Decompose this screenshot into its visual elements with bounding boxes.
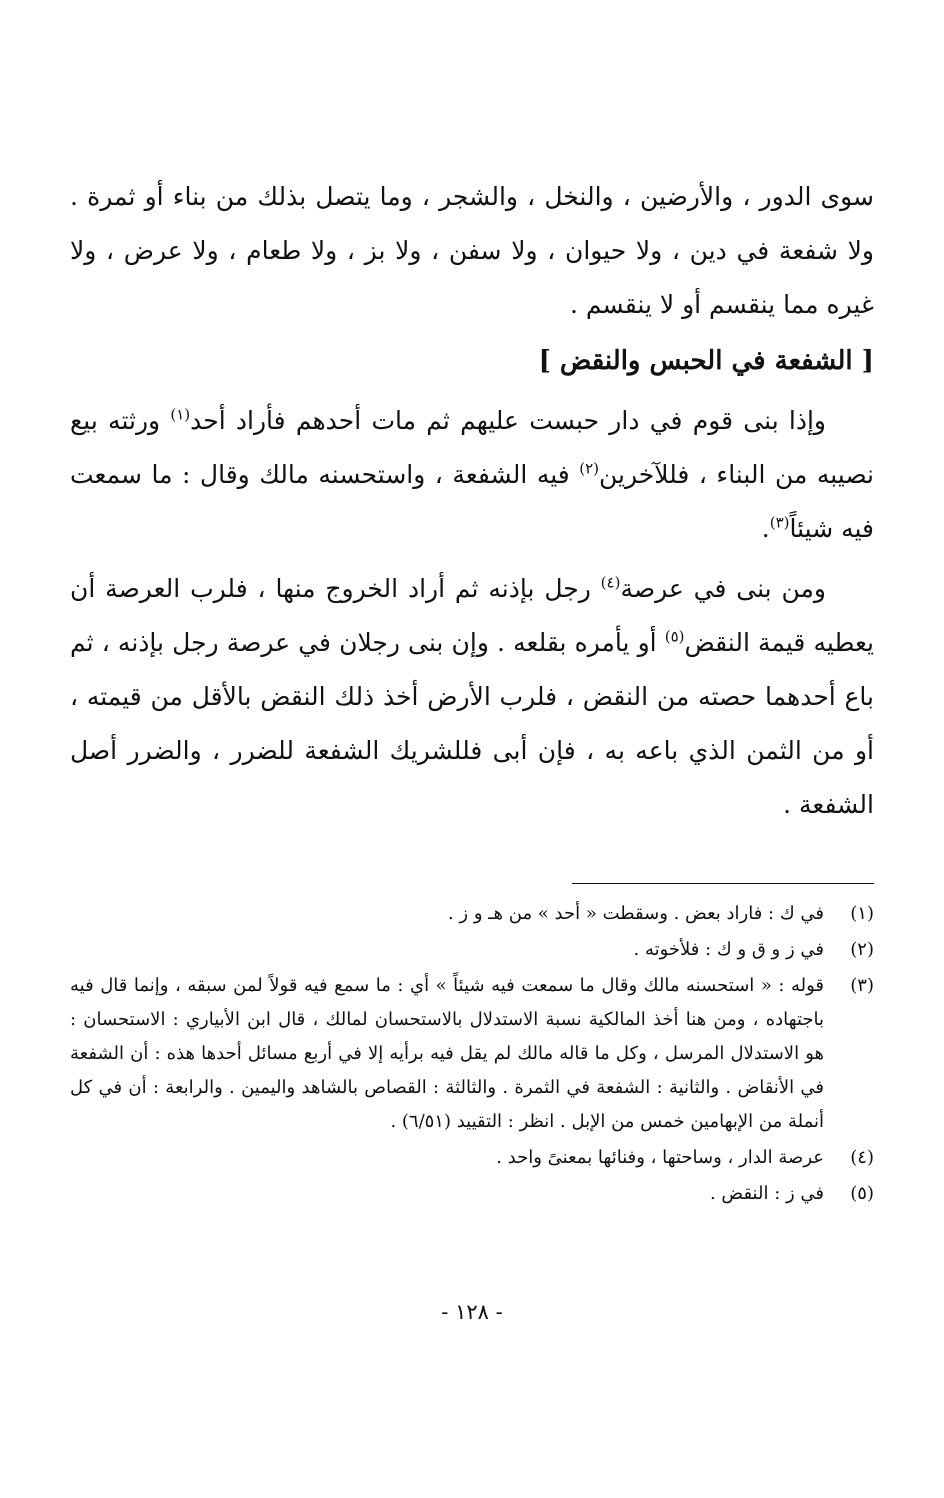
footnote-2	[70, 933, 874, 967]
paragraph-3-text-1: ومن بنى في عرصة	[620, 574, 827, 603]
footnote-number: (٥)	[850, 1183, 874, 1204]
footnote-text: في ك : فاراد بعض . وسقطت « أحد » من هـ و ز .	[447, 903, 824, 924]
paragraph-2-text-4: .	[761, 514, 770, 543]
footnote-1	[70, 897, 874, 931]
footnote-text: في ز و ق و ك : فلأخوته .	[633, 939, 824, 960]
page-number: - ١٢٨ -	[441, 1300, 503, 1324]
footnote-ref-3[interactable]: (٣)	[769, 513, 790, 532]
paragraph-1: سوى الدور ، والأرضين ، والنخل ، والشجر ، وما يتصل بذلك من بناء أو ثمرة . ولا شفعة في دين ، ولا حيوان ، ولا سفن ، ولا بز ، ولا طعام ، ولا عرض ، ولا غيره مما ينقسم أو لا ينقسم .	[70, 182, 874, 319]
footnote-number: (٢)	[850, 939, 874, 960]
footnote-4	[70, 1141, 874, 1175]
footnote-ref-2[interactable]: (٢)	[579, 459, 599, 478]
paragraph-2-text-2: ورثته بيع نصيبه من البناء ، فللآخرين	[70, 406, 874, 489]
footnote-text: في ز : النقض .	[709, 1183, 824, 1204]
paragraph-3-text-3: أو يأمره بقلعه . وإن بنى رجلان في عرصة رجل بإذنه ، ثم باع أحدهما حصته من النقض ، فلرب الأرض أخذ ذلك النقض بالأقل من قيمته ، أو من الثمن الذي باعه به ، فإن أبى فللشريك الشفعة للضرر ، والضرر أصل الشفعة .	[70, 628, 874, 819]
footnote-number: (٤)	[850, 1147, 874, 1168]
paragraph-3	[70, 562, 874, 832]
footnote-text: عرصة الدار ، وساحتها ، وفنائها بمعنىً واحد .	[496, 1147, 824, 1168]
paragraph-2-text-3: فيه الشفعة ، واستحسنه مالك وقال : ما سمعت فيه شيئاً	[70, 460, 874, 543]
main-text	[70, 170, 874, 832]
footnote-ref-4[interactable]: (٤)	[600, 573, 621, 592]
footnote-number: (١)	[850, 903, 874, 924]
footnotes	[70, 897, 874, 1213]
section-heading: [ الشفعة في الحبس والنقض ]	[538, 346, 874, 376]
footnote-ref-5[interactable]: (٥)	[664, 627, 685, 646]
paragraph-3-text-2: رجل بإذنه ثم أراد الخروج منها ، فلرب العرصة أن يعطيه قيمة النقض	[70, 574, 874, 657]
footnote-number: (٣)	[850, 975, 874, 996]
footnote-5	[70, 1177, 874, 1211]
footnote-text: قوله : « استحسنه مالك وقال ما سمعت فيه شيئاً » أي : ما سمع فيه قولاً لمن سبقه ، وإنما قال فيه باجتهاده ، ومن هنا أخذ المالكية نسبة الاستدلال بالاستحسان لمالك ، قال ابن الأبياري : الاستحسان : هو الاستدلال المرسل ، وكل ما قاله مالك لم يقل فيه برأيه إلا في أربع مسائل أحدها هذه : أن الشفعة في الأنقاض . والثانية : الشفعة في الثمرة . والثالثة : القصاص بالشاهد واليمين . والرابعة : أن في كل أنملة من الإبهامين خمس من الإبل . انظر : التقييد (٦/٥١) .	[70, 975, 824, 1132]
paragraph-2	[70, 394, 874, 556]
footnote-3	[70, 969, 874, 1139]
footnote-separator	[572, 883, 874, 884]
footnote-ref-1[interactable]: (١)	[170, 405, 191, 424]
paragraph-2-text-1: وإذا بنى قوم في دار حبست عليهم ثم مات أحدهم فأراد أحد	[190, 406, 826, 435]
